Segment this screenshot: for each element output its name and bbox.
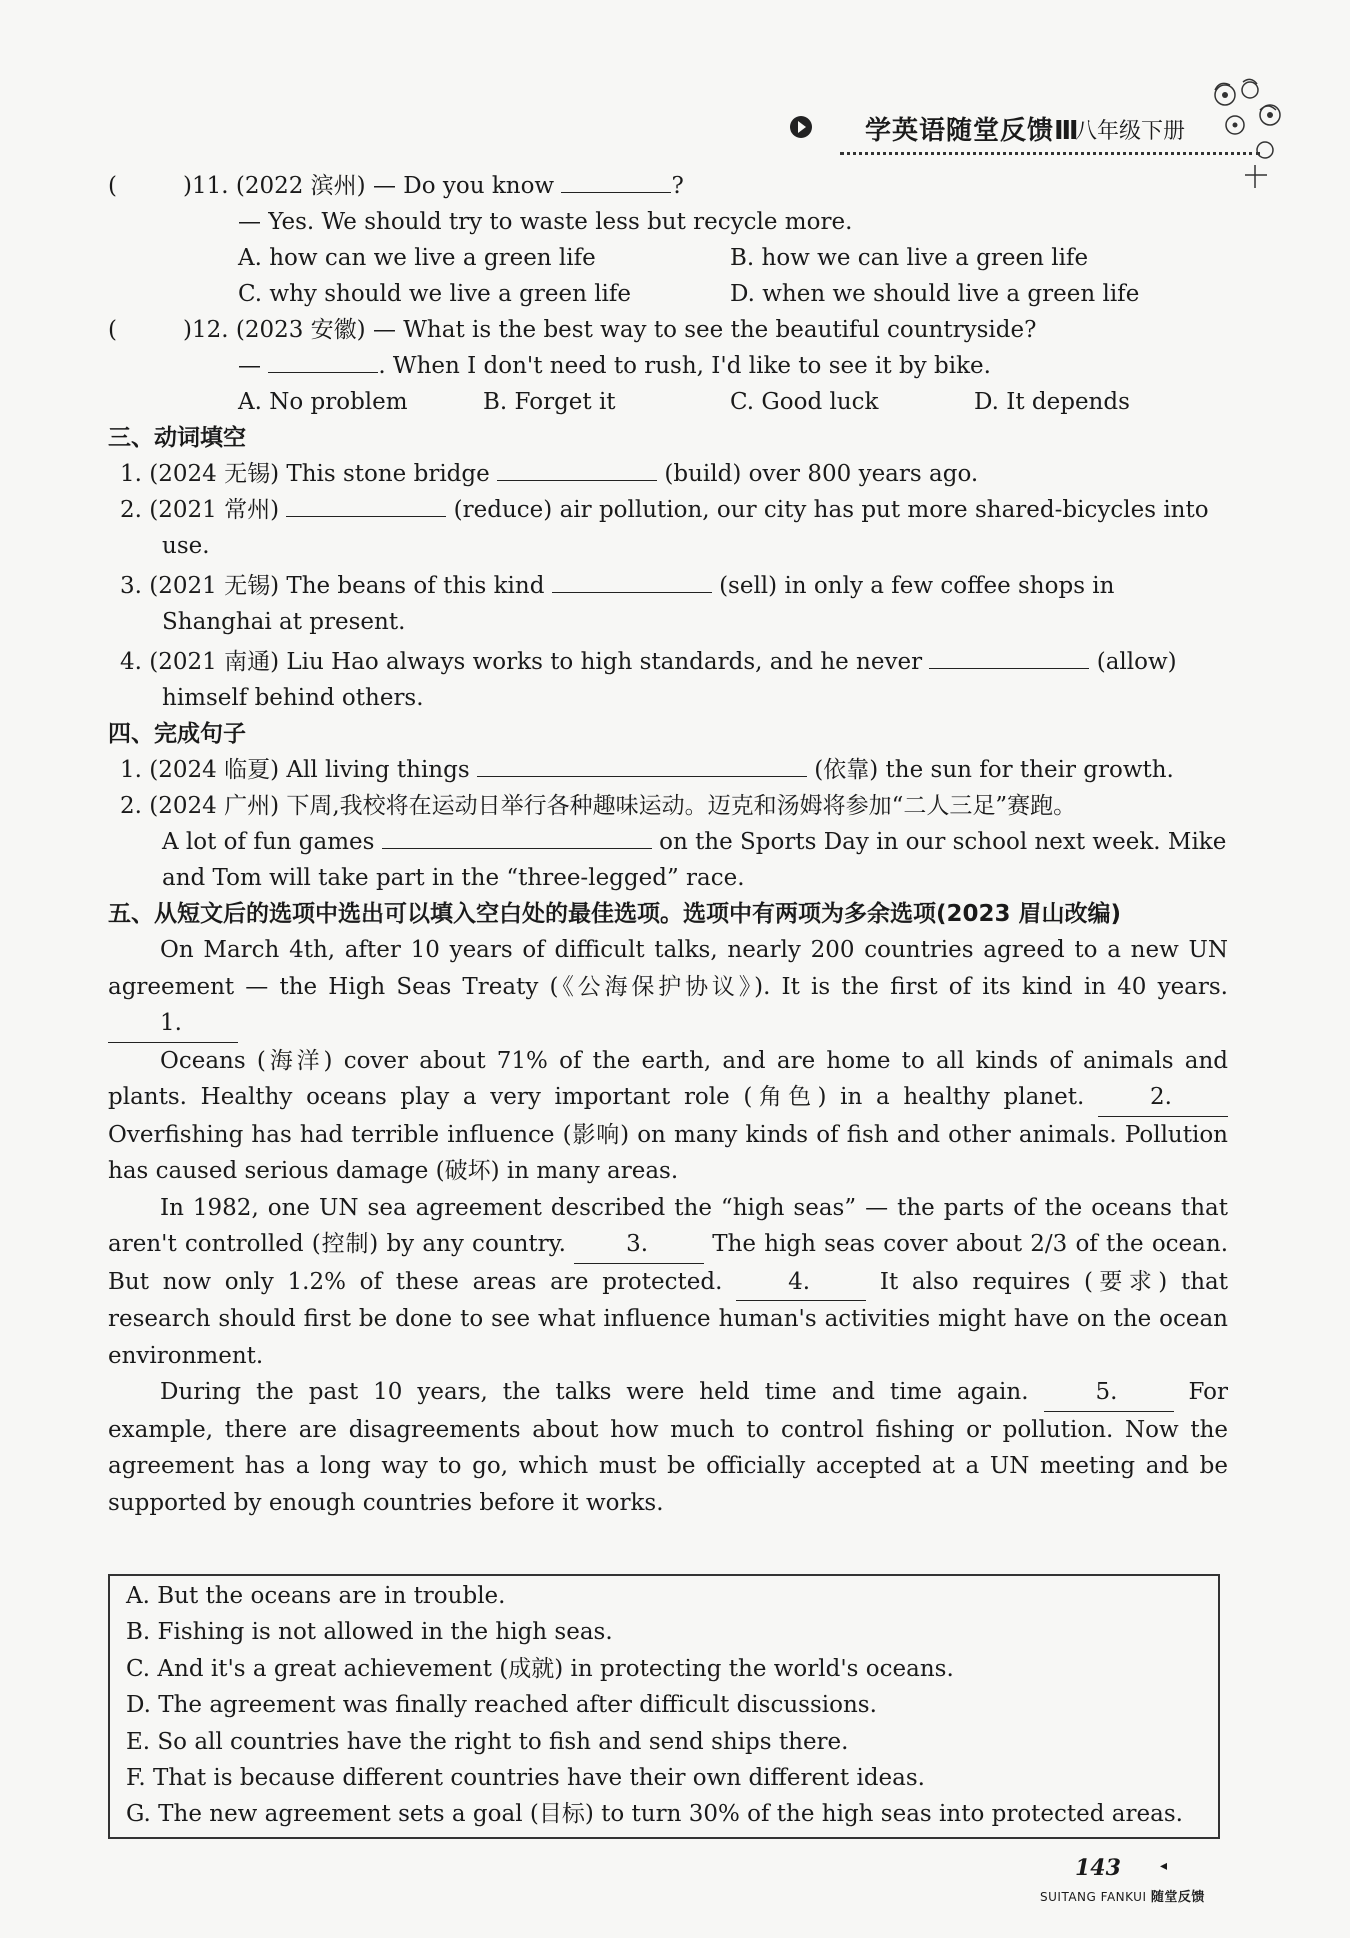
fill-text: over 800 years ago. bbox=[748, 461, 979, 487]
question-reply: — Yes. We should try to waste less but recycle more. bbox=[238, 209, 853, 235]
option-e: E. So all countries have the right to fish and send ships there. bbox=[126, 1728, 849, 1755]
gap-5[interactable]: 5. bbox=[1044, 1374, 1174, 1412]
passage-paragraph-4 bbox=[108, 1374, 1228, 1521]
footer-brand bbox=[1040, 1886, 1205, 1905]
answer-blank[interactable] bbox=[552, 568, 712, 593]
fill-text: 3. (2021 无锡) The beans of this kind bbox=[120, 573, 545, 599]
option-c: C. And it's a great achievement (成就) in protecting the world's oceans. bbox=[126, 1655, 954, 1682]
option-d: D. The agreement was finally reached after difficult discussions. bbox=[126, 1692, 877, 1719]
option-row bbox=[108, 384, 1228, 420]
option-f: F. That is because different countries have their own different ideas. bbox=[126, 1765, 925, 1792]
options-box bbox=[108, 1574, 1220, 1839]
gap-2[interactable]: 2. bbox=[1098, 1079, 1228, 1117]
passage-text: Oceans (海洋) cover about 71% of the earth, and are home to all kinds of animals and plants. Healthy oceans play a very important role (角色) in a healthy planet. bbox=[108, 1047, 1228, 1110]
fill-item-1 bbox=[108, 456, 1228, 492]
passage-text: On March 4th, after 10 years of difficult talks, nearly 200 countries agreed to a new UN agreement — the High Seas Treaty (《公海保护协议》). It is the first of its kind in 40 years. bbox=[108, 937, 1228, 1000]
question-mark: ? bbox=[671, 173, 684, 199]
option-b: B. Forget it bbox=[483, 389, 616, 415]
book-title: 学英语随堂反馈Ⅲ bbox=[865, 116, 1080, 146]
question-reply bbox=[108, 348, 1228, 384]
option-a: A. how can we live a green life bbox=[238, 245, 596, 271]
passage-text: It also requires (要求) that research should first be done to see what influence human's activities might have on the ocean environment. bbox=[108, 1268, 1228, 1369]
reply-text: . When I don't need to rush, I'd like to see it by bike. bbox=[378, 353, 991, 379]
answer-paren-open: ( bbox=[108, 173, 117, 199]
sentence-text: on the Sports Day in our school next week. Mike and Tom will take part in the “three-legged” race. bbox=[162, 829, 1227, 891]
passage-paragraph-3 bbox=[108, 1190, 1228, 1375]
answer-paren-open: ( bbox=[108, 317, 117, 343]
answer-blank[interactable] bbox=[268, 348, 378, 373]
sentence-text: (依靠) the sun for their growth. bbox=[814, 757, 1174, 783]
question-11 bbox=[108, 168, 1228, 204]
answer-blank[interactable] bbox=[382, 824, 652, 849]
verb-hint: (reduce) bbox=[453, 497, 553, 523]
option-c: C. why should we live a green life bbox=[238, 281, 632, 307]
section-5-title: 五、从短文后的选项中选出可以填入空白处的最佳选项。选项中有两项为多余选项(2023 眉山改编) bbox=[108, 901, 1122, 927]
passage-text: For example, there are disagreements about how much to control fishing or pollution. Now the agreement has a long way to go, which must be officially accepted at a UN meeting and be supported by enough countries before it works. bbox=[108, 1379, 1229, 1516]
verb-hint: (allow) bbox=[1096, 649, 1177, 675]
fill-text: himself behind others. bbox=[162, 685, 424, 711]
answer-blank[interactable] bbox=[286, 492, 446, 517]
sentence-item-2 bbox=[120, 824, 1228, 896]
answer-blank[interactable] bbox=[561, 168, 671, 193]
option-row bbox=[108, 240, 1228, 276]
sentence-item-1 bbox=[108, 752, 1228, 788]
verb-hint: (sell) bbox=[719, 573, 778, 599]
section-3-title: 三、动词填空 bbox=[108, 425, 246, 451]
fill-text: 4. (2021 南通) Liu Hao always works to high standards, and he never bbox=[120, 649, 923, 675]
option-c: C. Good luck bbox=[730, 389, 879, 415]
gap-3[interactable]: 3. bbox=[574, 1226, 704, 1264]
arrow-left-icon: ◂ bbox=[1160, 1858, 1168, 1874]
fill-text: in only a few coffee shops in Shanghai at present. bbox=[162, 573, 1115, 635]
answer-blank[interactable] bbox=[477, 752, 807, 777]
question-stem: (2023 安徽) — What is the best way to see the beautiful countryside? bbox=[235, 317, 1037, 343]
fill-item-3 bbox=[120, 568, 1228, 640]
option-a: A. No problem bbox=[238, 389, 408, 415]
question-stem: (2022 滨州) — Do you know bbox=[235, 173, 555, 199]
play-icon bbox=[790, 116, 812, 138]
brand-cn: 随堂反馈 bbox=[1150, 1890, 1205, 1905]
gap-1[interactable]: 1. bbox=[108, 1005, 238, 1043]
answer-blank[interactable] bbox=[929, 644, 1089, 669]
option-d: D. It depends bbox=[974, 389, 1130, 415]
option-row bbox=[108, 276, 1228, 312]
dash: — bbox=[238, 353, 261, 379]
question-12 bbox=[108, 312, 1228, 348]
gap-4[interactable]: 4. bbox=[736, 1264, 866, 1302]
passage-paragraph-1 bbox=[108, 932, 1228, 1043]
passage-paragraph-2 bbox=[108, 1043, 1228, 1190]
answer-paren-close: ) bbox=[182, 173, 192, 199]
fill-item-4 bbox=[120, 644, 1228, 716]
verb-hint: (build) bbox=[664, 461, 742, 487]
question-number: 12. bbox=[191, 317, 229, 343]
page-number: 143 bbox=[1075, 1855, 1121, 1881]
answer-blank[interactable] bbox=[497, 456, 657, 481]
fill-text: 1. (2024 无锡) This stone bridge bbox=[120, 461, 490, 487]
sentence-text: 1. (2024 临夏) All living things bbox=[120, 757, 470, 783]
sentence-text: A lot of fun games bbox=[162, 829, 375, 855]
passage-text: The high seas cover about 2/3 of the ocean. But now only 1.2% of these areas are protected. bbox=[108, 1231, 1229, 1295]
section-4-title: 四、完成句子 bbox=[108, 721, 246, 747]
question-number: 11. bbox=[191, 173, 229, 199]
option-g: G. The new agreement sets a goal (目标) to turn 30% of the high seas into protected areas. bbox=[126, 1801, 1183, 1828]
passage-text: In 1982, one UN sea agreement described the “high seas” — the parts of the oceans that aren't controlled (控制) by any country. bbox=[108, 1194, 1228, 1257]
passage-text: Overfishing has had terrible influence (影响) on many kinds of fish and other animals. Pollution has caused serious damage (破坏) in many areas. bbox=[108, 1121, 1228, 1184]
sentence-item-2-chinese: 2. (2024 广州) 下周,我校将在运动日举行各种趣味运动。迈克和汤姆将参加“二人三足”赛跑。 bbox=[120, 793, 1077, 819]
page-content bbox=[108, 168, 1228, 1521]
fill-item-2 bbox=[120, 492, 1228, 564]
option-d: D. when we should live a green life bbox=[730, 281, 1140, 307]
option-a: A. But the oceans are in trouble. bbox=[126, 1583, 506, 1609]
option-b: B. how we can live a green life bbox=[730, 245, 1089, 271]
passage-text: During the past 10 years, the talks were held time and time again. bbox=[160, 1379, 1029, 1405]
fill-text: 2. (2021 常州) bbox=[120, 497, 280, 523]
grade-label: 八年级下册 bbox=[1075, 119, 1186, 144]
fill-text: air pollution, our city has put more shared-bicycles into use. bbox=[162, 497, 1209, 559]
answer-paren-close: ) bbox=[182, 317, 192, 343]
brand-en: SUITANG FANKUI bbox=[1040, 1890, 1147, 1904]
option-b: B. Fishing is not allowed in the high seas. bbox=[126, 1619, 613, 1646]
